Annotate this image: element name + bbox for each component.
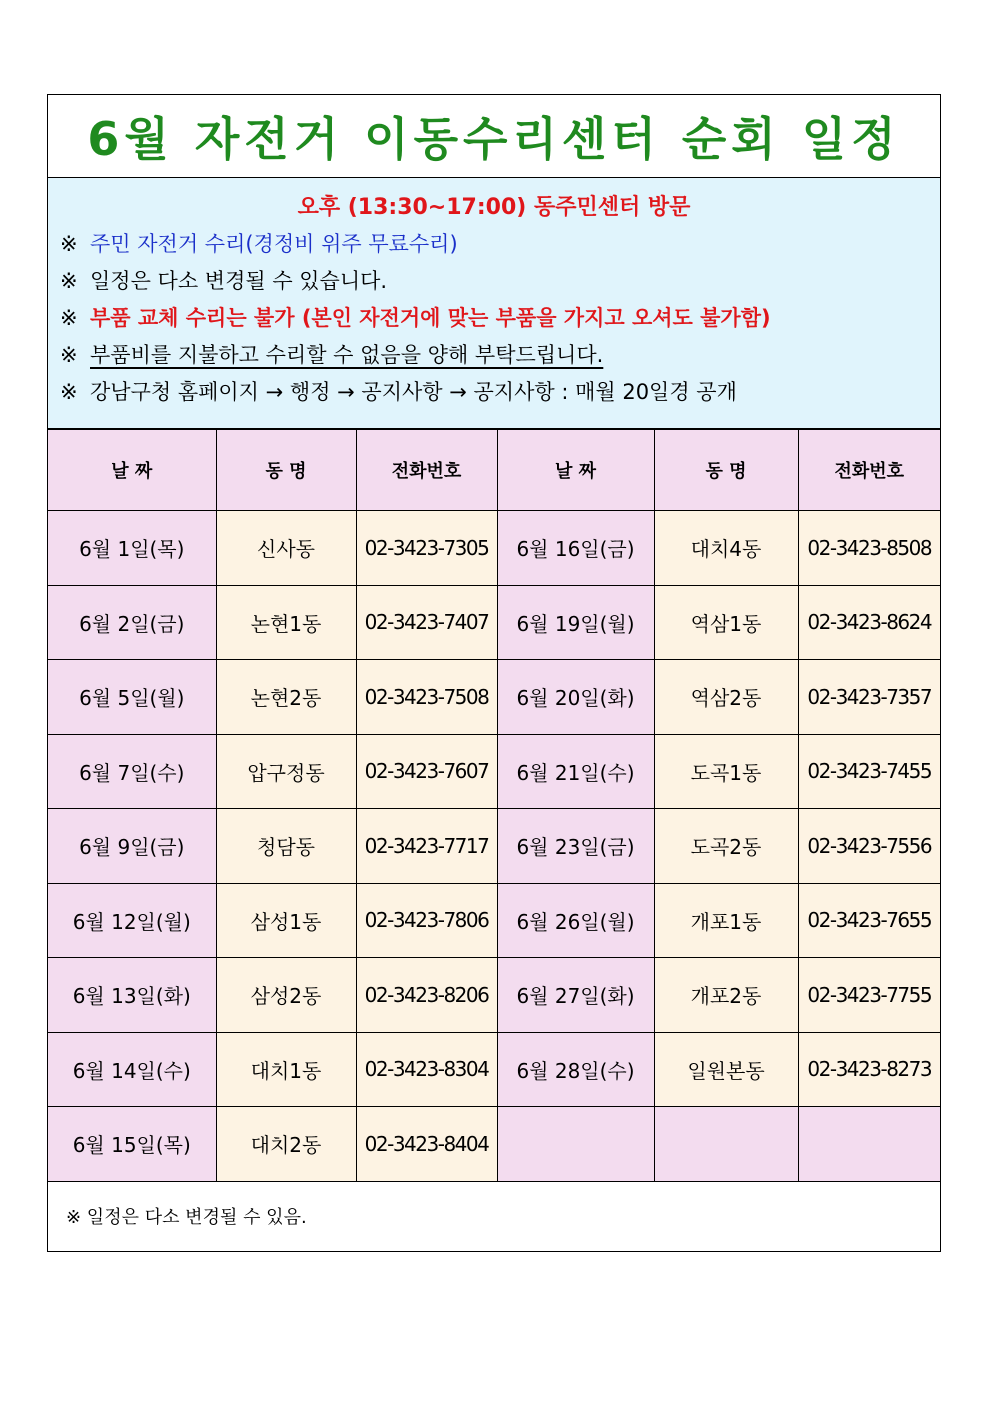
table-row [48, 809, 940, 884]
district-cell: 개포1동 [654, 883, 798, 958]
date-cell: 6월 23일(금) [497, 809, 654, 884]
date-cell: 6월 19일(월) [497, 585, 654, 660]
table-row [48, 585, 940, 660]
phone-cell: 02-3423-8206 [356, 958, 497, 1033]
info-line-no-paid-repair [48, 337, 940, 374]
page-title: 6월 자전거 이동수리센터 순회 일정 [87, 112, 901, 166]
phone-cell [798, 1107, 940, 1182]
table-header-row [48, 430, 940, 511]
reference-mark: ※ [60, 269, 78, 293]
info-text: 주민 자전거 수리(경정비 위주 무료수리) [90, 232, 458, 256]
info-panel [48, 178, 940, 429]
table-row [48, 958, 940, 1033]
schedule-table [48, 429, 940, 1182]
info-line-homepage-notice [48, 374, 940, 411]
date-cell [497, 1107, 654, 1182]
header-phone: 전화번호 [798, 430, 940, 511]
date-cell: 6월 14일(수) [48, 1032, 216, 1107]
reference-mark: ※ [60, 343, 78, 367]
district-cell: 청담동 [216, 809, 356, 884]
district-cell: 신사동 [216, 511, 356, 586]
phone-cell: 02-3423-8508 [798, 511, 940, 586]
date-cell: 6월 15일(목) [48, 1107, 216, 1182]
table-row [48, 1107, 940, 1182]
visit-time-headline: 오후 (13:30~17:00) 동주민센터 방문 [297, 195, 691, 220]
district-cell: 역삼1동 [654, 585, 798, 660]
district-cell: 논현2동 [216, 660, 356, 735]
phone-cell: 02-3423-7755 [798, 958, 940, 1033]
district-cell: 논현1동 [216, 585, 356, 660]
schedule-body [48, 511, 940, 1182]
date-cell: 6월 26일(월) [497, 883, 654, 958]
district-cell: 삼성2동 [216, 958, 356, 1033]
info-line-schedule-change [48, 263, 940, 300]
table-row [48, 511, 940, 586]
phone-cell: 02-3423-7508 [356, 660, 497, 735]
title-bar [48, 95, 940, 178]
footer-note: ※ 일정은 다소 변경될 수 있음. [66, 1206, 307, 1228]
phone-cell: 02-3423-8273 [798, 1032, 940, 1107]
phone-cell: 02-3423-8404 [356, 1107, 497, 1182]
district-cell: 삼성1동 [216, 883, 356, 958]
district-cell: 대치4동 [654, 511, 798, 586]
district-cell: 일원본동 [654, 1032, 798, 1107]
info-line-free-repair [48, 226, 940, 263]
reference-mark: ※ [60, 380, 78, 404]
header-phone: 전화번호 [356, 430, 497, 511]
district-cell: 대치1동 [216, 1032, 356, 1107]
reference-mark: ※ [60, 306, 78, 330]
reference-mark: ※ [60, 232, 78, 256]
info-line-no-parts-replacement [48, 300, 940, 337]
date-cell: 6월 9일(금) [48, 809, 216, 884]
district-cell: 개포2동 [654, 958, 798, 1033]
info-text: 일정은 다소 변경될 수 있습니다. [90, 269, 388, 293]
table-row [48, 1032, 940, 1107]
date-cell: 6월 12일(월) [48, 883, 216, 958]
header-district: 동 명 [216, 430, 356, 511]
phone-cell: 02-3423-7455 [798, 734, 940, 809]
phone-cell: 02-3423-7655 [798, 883, 940, 958]
district-cell: 압구정동 [216, 734, 356, 809]
phone-cell: 02-3423-7607 [356, 734, 497, 809]
phone-cell: 02-3423-8624 [798, 585, 940, 660]
info-text: 부품 교체 수리는 불가 (본인 자전거에 맞는 부품을 가지고 오셔도 불가함) [90, 306, 771, 330]
phone-cell: 02-3423-7357 [798, 660, 940, 735]
phone-cell: 02-3423-8304 [356, 1032, 497, 1107]
date-cell: 6월 20일(화) [497, 660, 654, 735]
date-cell: 6월 16일(금) [497, 511, 654, 586]
district-cell: 역삼2동 [654, 660, 798, 735]
phone-cell: 02-3423-7717 [356, 809, 497, 884]
date-cell: 6월 27일(화) [497, 958, 654, 1033]
date-cell: 6월 28일(수) [497, 1032, 654, 1107]
phone-cell: 02-3423-7806 [356, 883, 497, 958]
district-cell [654, 1107, 798, 1182]
header-district: 동 명 [654, 430, 798, 511]
header-date: 날 짜 [48, 430, 216, 511]
date-cell: 6월 1일(목) [48, 511, 216, 586]
phone-cell: 02-3423-7407 [356, 585, 497, 660]
district-cell: 도곡2동 [654, 809, 798, 884]
date-cell: 6월 13일(화) [48, 958, 216, 1033]
phone-cell: 02-3423-7305 [356, 511, 497, 586]
date-cell: 6월 21일(수) [497, 734, 654, 809]
table-row [48, 734, 940, 809]
schedule-document [47, 94, 941, 1252]
table-row [48, 883, 940, 958]
district-cell: 도곡1동 [654, 734, 798, 809]
date-cell: 6월 2일(금) [48, 585, 216, 660]
district-cell: 대치2동 [216, 1107, 356, 1182]
date-cell: 6월 7일(수) [48, 734, 216, 809]
table-row [48, 660, 940, 735]
info-text: 부품비를 지불하고 수리할 수 없음을 양해 부탁드립니다. [90, 343, 604, 367]
info-text: 강남구청 홈페이지 → 행정 → 공지사항 → 공지사항 : 매월 20일경 공개 [90, 380, 737, 404]
header-date: 날 짜 [497, 430, 654, 511]
date-cell: 6월 5일(월) [48, 660, 216, 735]
phone-cell: 02-3423-7556 [798, 809, 940, 884]
